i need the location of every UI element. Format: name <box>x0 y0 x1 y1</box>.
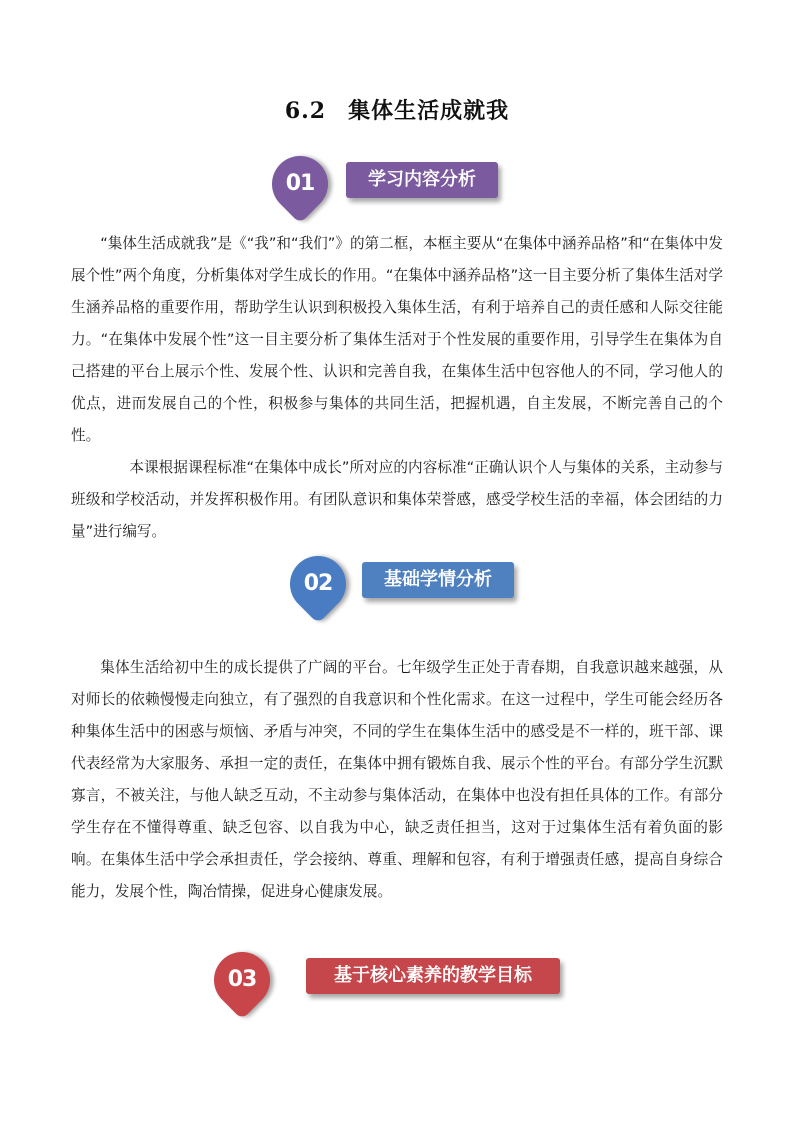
section-number-03: 03 <box>227 967 257 992</box>
section1-paragraph-2: 本课根据课程标准“在集体中成长”所对应的内容标准“正确认识个人与集体的关系，主动参与班级和学校活动，并发挥积极作用。有团队意识和集体荣誉感，感受学校生活的幸福，体会团结的力量”进行编写。 <box>71 459 723 540</box>
lesson-title: 集体生活成就我 <box>348 98 510 124</box>
section2-paragraph-1: 集体生活给初中生的成长提供了广阔的平台。七年级学生正处于青春期，自我意识越来越强，从对师长的依赖慢慢走向独立，有了强烈的自我意识和个性化需求。在这一过程中，学生可能会经历各种集体生活中的困惑与烦恼、矛盾与冲突，不同的学生在集体生活中的感受是不一样的，班干部、课代表经常为大家服务、承担一定的责任，在集体中拥有锻炼自我、展示个性的平台。有部分学生沉默寡言，不被关注，与他人缺乏互动，不主动参与集体活动，在集体中也没有担任具体的工作。有部分学生存在不懂得尊重、缺乏包容、以自我为中心，缺乏责任担当，这对于过集体生活有着负面的影响。在集体生活中学会承担责任，学会接纳、尊重、理解和包容，有利于增强责任感，提高自身综合能力，发展个性，陶冶情操，促进身心健康发展。 <box>71 659 723 900</box>
section-header-03 <box>214 952 614 1012</box>
page-title <box>0 94 794 125</box>
section-number-02: 02 <box>303 571 333 596</box>
section-header-01 <box>272 156 522 216</box>
section1-paragraph-1: “集体生活成就我”是《“我”和“我们”》的第二框，本框主要从“在集体中涵养品格”和“在集体中发展个性”两个角度，分析集体对学生成长的作用。“在集体中涵养品格”这一目主要分析了集体生活对学生涵养品格的重要作用，帮助学生认识到积极投入集体生活，有利于培养自己的责任感和人际交往能力。“在集体中发展个性”这一目主要分析了集体生活对于个性发展的重要作用，引导学生在集体为自己搭建的平台上展示个性、发展个性、认识和完善自我，在集体生活中包容他人的不同，学习他人的优点，进而发展自己的个性，积极参与集体的共同生活，把握机遇，自主发展，不断完善自己的个性。 <box>71 235 723 444</box>
lesson-number: 6.2 <box>284 98 327 124</box>
section-label-03: 基于核心素养的教学目标 <box>306 958 560 994</box>
section-header-02 <box>290 556 540 616</box>
section-label-02: 基础学情分析 <box>362 562 514 598</box>
section-label-01: 学习内容分析 <box>346 162 498 198</box>
section-number-01: 01 <box>285 171 315 196</box>
